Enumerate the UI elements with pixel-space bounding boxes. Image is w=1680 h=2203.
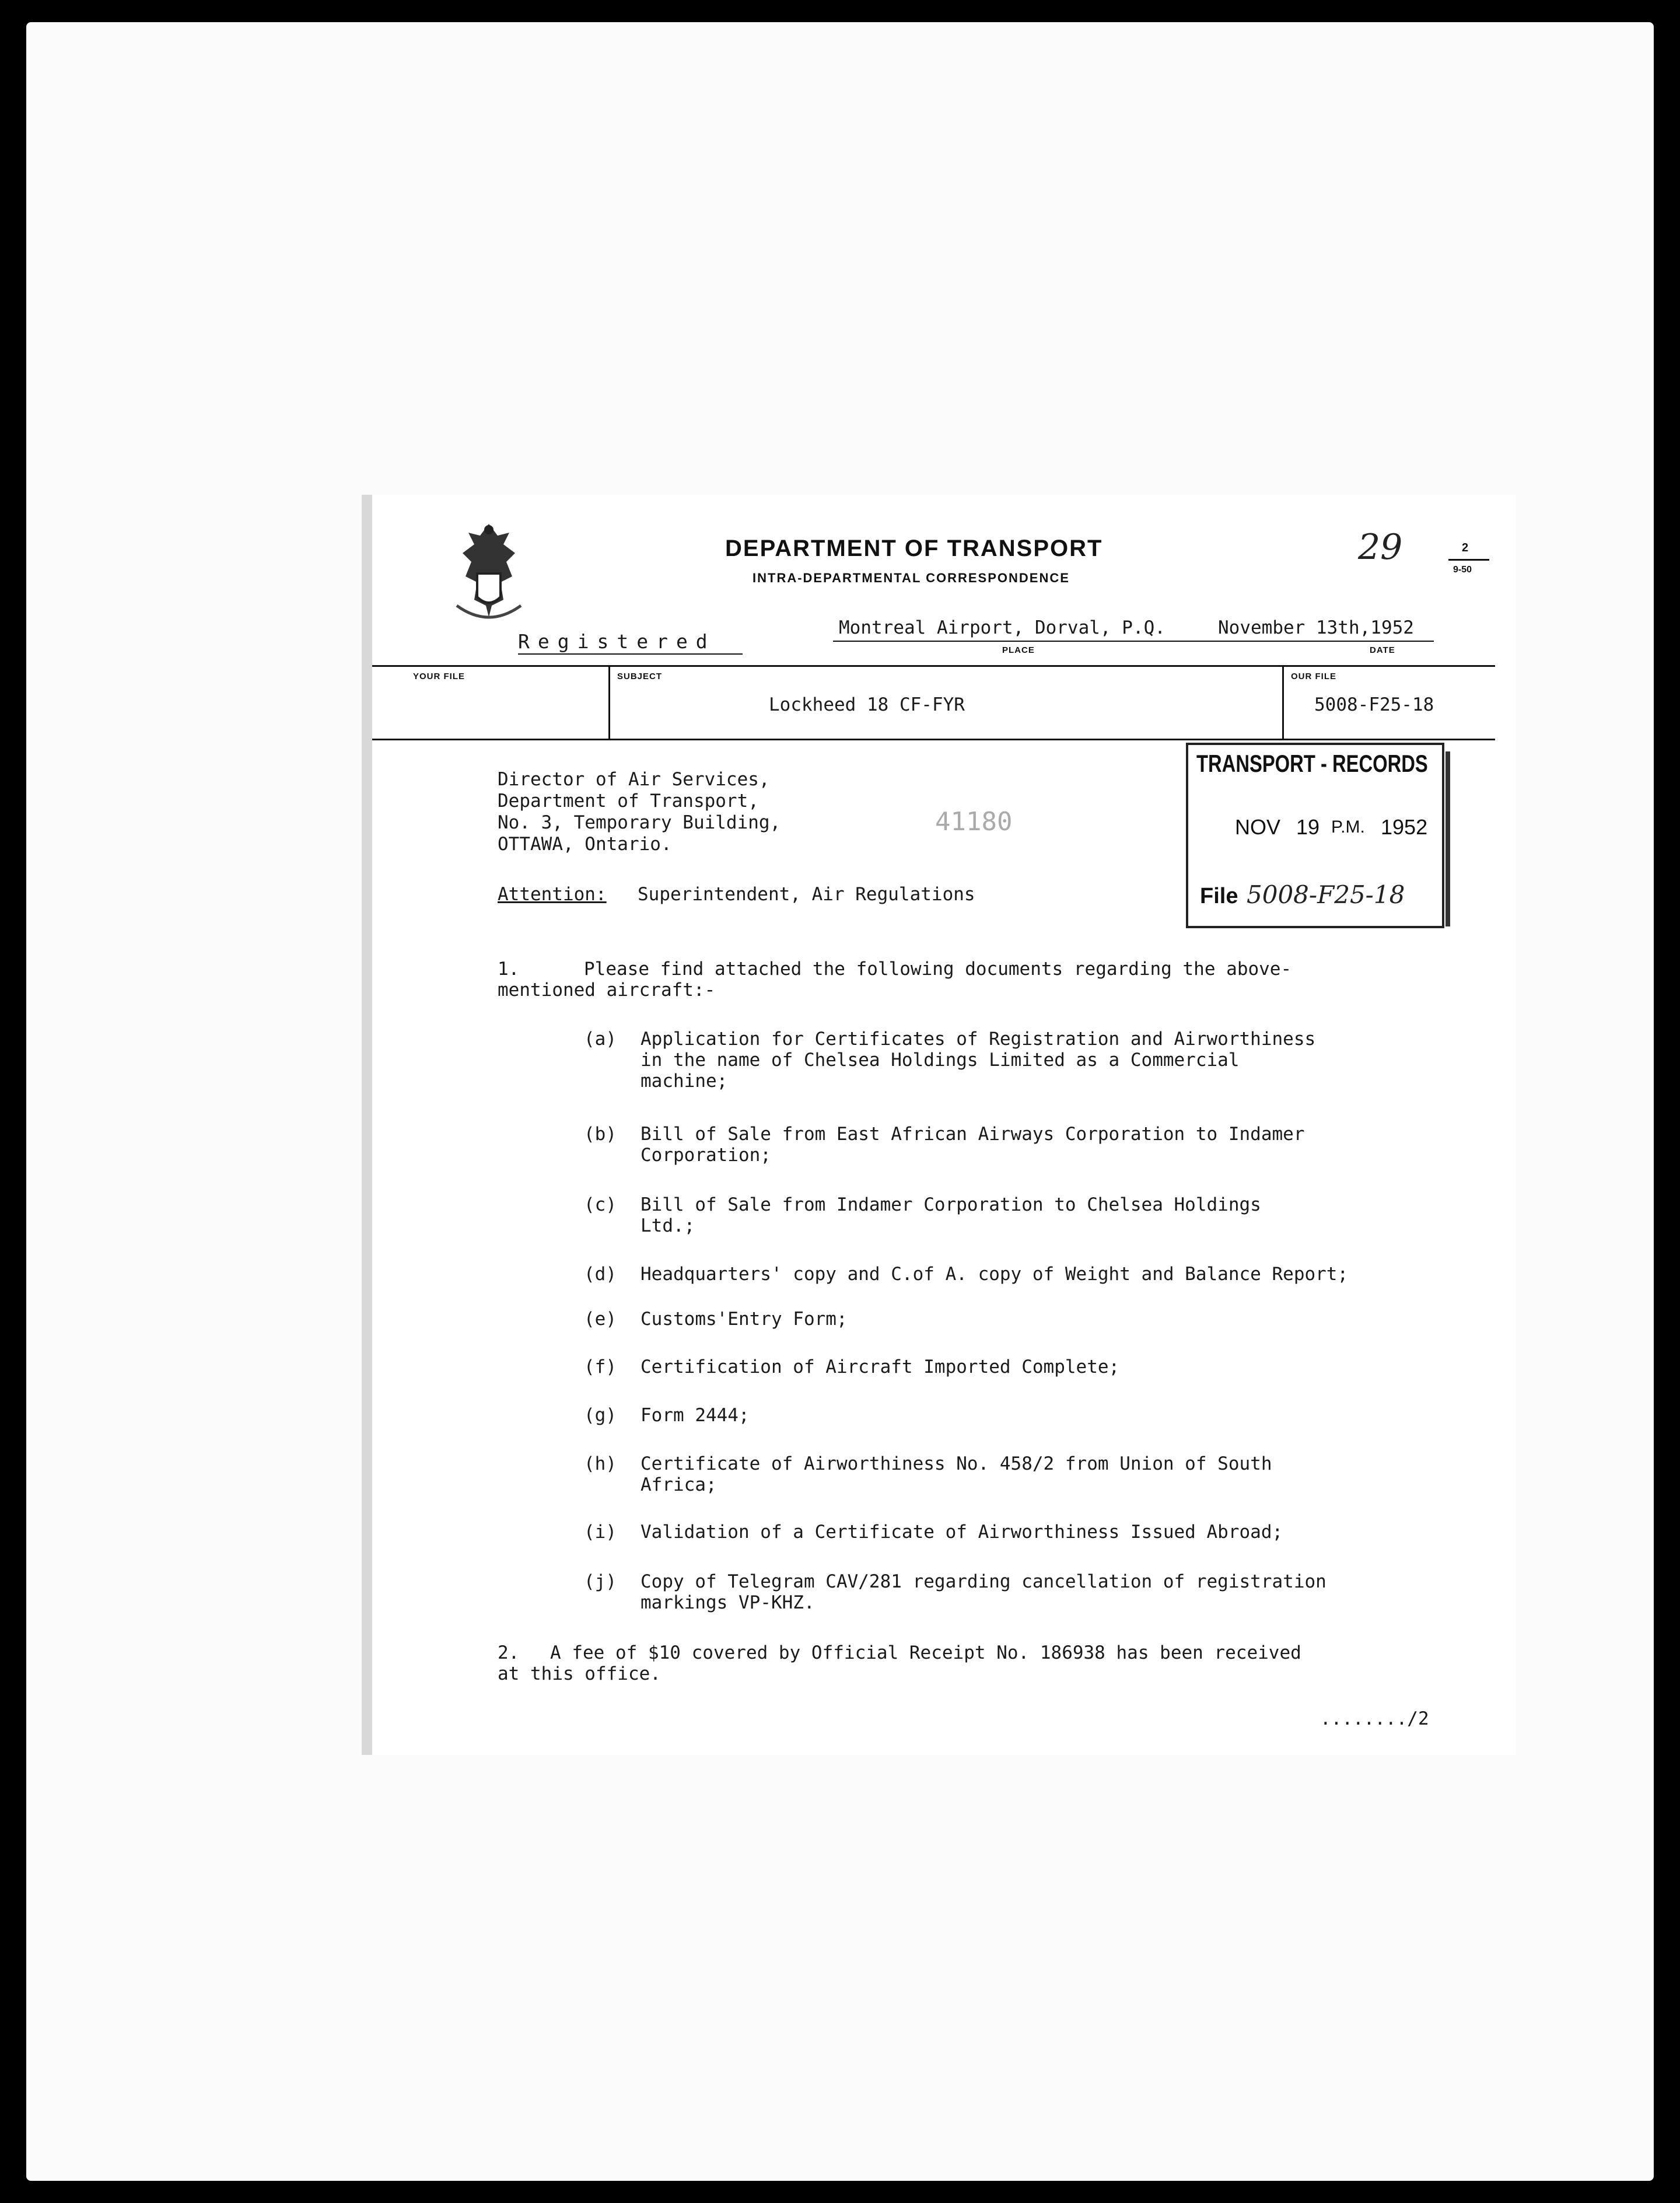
item-label: (a) (584, 1029, 617, 1050)
our-file-caption: OUR FILE (1291, 672, 1336, 681)
form-number: 2 (1462, 541, 1469, 554)
stamp-title: TRANSPORT - RECORDS (1196, 750, 1428, 777)
file-row-bottom-rule (372, 739, 1495, 740)
form-number-divider (1448, 559, 1489, 561)
handwritten-number: 29 (1358, 527, 1403, 568)
item-text: Headquarters' copy and C.of A. copy of Weight and Balance Report; (640, 1264, 1349, 1285)
para2-number: 2. (498, 1642, 520, 1663)
item-text: Customs'Entry Form; (640, 1309, 848, 1330)
our-file-value: 5008-F25-18 (1314, 694, 1434, 715)
attention-label: Attention: (498, 884, 607, 905)
stamp-edge-mark (1446, 751, 1450, 926)
item-text: Bill of Sale from Indamer Corporation to Chelsea Holdings Ltd.; (640, 1194, 1261, 1236)
item-text: Certification of Aircraft Imported Complete; (640, 1356, 1120, 1377)
item-text: Validation of a Certificate of Airworthiness Issued Abroad; (640, 1522, 1283, 1543)
attention-value: Superintendent, Air Regulations (638, 884, 975, 905)
place-date-underline (833, 641, 1434, 642)
file-row-divider-1 (608, 665, 610, 739)
para1-line1: Please find attached the following documents regarding the above- (584, 959, 1292, 980)
item-text: Certificate of Airworthiness No. 458/2 from Union of South Africa; (640, 1453, 1272, 1495)
para2-line2: at this office. (498, 1663, 661, 1684)
letter-place: Montreal Airport, Dorval, P.Q. (839, 617, 1166, 638)
address-line: OTTAWA, Ontario. (498, 834, 672, 855)
item-label: (b) (584, 1124, 617, 1145)
subject-caption: SUBJECT (617, 672, 663, 681)
letter-page (362, 495, 1516, 1755)
subject-value: Lockheed 18 CF-FYR (769, 694, 965, 715)
item-label: (e) (584, 1309, 617, 1330)
item-label: (c) (584, 1194, 617, 1215)
para1-number: 1. (498, 959, 520, 980)
stamp-file-number: 5008-F25-18 (1247, 880, 1405, 909)
stamp-day: 19 (1296, 815, 1320, 839)
address-line: No. 3, Temporary Building, (498, 812, 781, 833)
item-text: Form 2444; (640, 1405, 750, 1426)
address-line: Director of Air Services, (498, 769, 770, 790)
reference-number: 41180 (935, 807, 1013, 837)
registered-underline (518, 653, 743, 655)
place-caption: PLACE (1002, 645, 1035, 655)
item-text: Application for Certificates of Registration and Airworthiness in the name of Chelsea Holdings Limited as a Commercial machine; (640, 1029, 1316, 1092)
date-caption: DATE (1370, 645, 1395, 655)
coat-of-arms-icon (433, 518, 544, 635)
item-label: (f) (584, 1356, 617, 1377)
item-label: (d) (584, 1264, 617, 1285)
stamp-time: P.M. (1331, 817, 1365, 837)
item-label: (g) (584, 1405, 617, 1426)
transport-records-stamp (1186, 743, 1444, 928)
continuation-marker: ......../2 (1320, 1708, 1429, 1729)
scan-background (26, 22, 1654, 2181)
department-subtitle: INTRA-DEPARTMENTAL CORRESPONDENCE (752, 571, 1070, 585)
item-text: Copy of Telegram CAV/281 regarding cancellation of registration markings VP-KHZ. (640, 1571, 1326, 1613)
file-row-top-rule (372, 665, 1495, 667)
stamp-year: 1952 (1381, 815, 1428, 839)
your-file-caption: YOUR FILE (413, 672, 466, 681)
item-label: (h) (584, 1453, 617, 1474)
registered-label: Registered (518, 630, 716, 653)
form-version: 9-50 (1453, 565, 1472, 575)
para1-line2: mentioned aircraft:- (498, 980, 716, 1001)
address-line: Department of Transport, (498, 791, 759, 812)
item-label: (j) (584, 1571, 617, 1592)
file-row-divider-2 (1282, 665, 1284, 739)
letter-date: November 13th,1952 (1218, 617, 1414, 638)
para2-line1: A fee of $10 covered by Official Receipt No. 186938 has been received (550, 1642, 1301, 1663)
item-text: Bill of Sale from East African Airways Corporation to Indamer Corporation; (640, 1124, 1305, 1166)
item-label: (i) (584, 1522, 617, 1543)
stamp-month: NOV (1235, 815, 1281, 839)
stamp-file-label: File (1200, 884, 1238, 908)
department-title: DEPARTMENT OF TRANSPORT (725, 536, 1103, 561)
